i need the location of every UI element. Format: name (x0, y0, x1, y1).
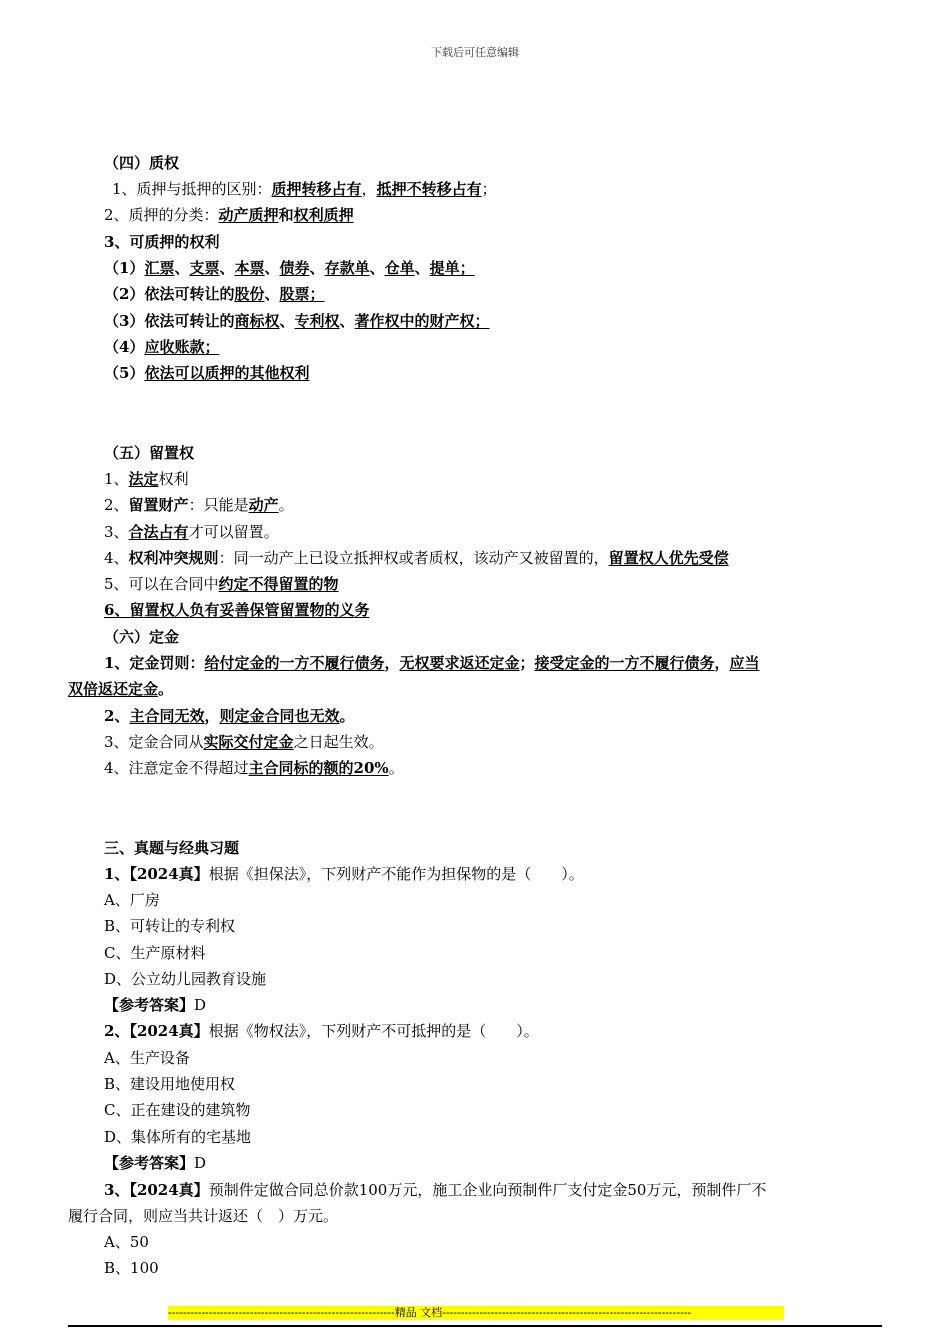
q1-option-c: C、生产原材料 (104, 944, 206, 962)
section-title-deposit: （六）定金 (104, 628, 180, 646)
text-run: 、 (339, 312, 355, 330)
text-run: D (194, 996, 207, 1014)
lien-line-5 (104, 574, 339, 594)
text-run: ； (519, 654, 535, 672)
lien-line-3 (104, 522, 279, 542)
text-run: 、 (414, 259, 430, 277)
text-run: 4、 (104, 549, 129, 567)
emph-run: 留置财产 (128, 496, 189, 514)
emph-run: 给付定金的一方不履行债务 (204, 654, 385, 672)
text-run: 、 (264, 285, 280, 303)
text-run: 、 (309, 259, 325, 277)
text-run: 【参考答案】 (104, 996, 195, 1014)
pledge-line-4 (104, 258, 475, 278)
emph-run: 约定不得留置的物 (218, 575, 339, 593)
section-title-exercises: 三、真题与经典习题 (104, 839, 240, 857)
text-run: ， (361, 180, 377, 198)
emph-run: 应当 (729, 654, 760, 672)
text-run: 3、定金合同从 (104, 733, 204, 751)
emph-run: 抵押不转移占有 (376, 180, 482, 198)
q3-option-b: B、100 (104, 1259, 159, 1277)
text-run: ， (204, 707, 220, 725)
text-run: 权利 (158, 470, 189, 488)
emph-run: 债券 (279, 259, 310, 277)
text-run: （2）依法可转让的 (104, 285, 235, 303)
question-1 (104, 864, 584, 884)
emph-run: 法定 (128, 470, 159, 488)
text-run: 5、可以在合同中 (104, 575, 219, 593)
text-run: （1） (104, 259, 145, 277)
emph-run: 【2024真】 (129, 1181, 209, 1199)
text-run: 【参考答案】 (104, 1154, 195, 1172)
q1-option-a: A、厂房 (104, 891, 160, 909)
pledge-line-6 (104, 311, 490, 331)
emph-run: 实际交付定金 (203, 733, 294, 751)
emph-run: 股票； (279, 285, 325, 303)
text-run: 。 (158, 680, 174, 698)
emph-run: 留置权人优先受偿 (608, 549, 729, 567)
pledge-line-1 (112, 179, 497, 199)
lien-line-6 (104, 600, 369, 620)
deposit-line-1-cont (68, 679, 173, 699)
text-run: 1、 (104, 865, 130, 883)
emph-run: 留置权人负有妥善保管留置物的义务 (129, 601, 370, 619)
text-run: 、 (174, 259, 190, 277)
emph-run: 主合同标的额的20% (248, 759, 389, 777)
text-run: 2、 (104, 1022, 130, 1040)
text-run: 、 (369, 259, 385, 277)
footer-banner: -------------------------------------------------------------精品 文档------------------------------------------------------------------- (168, 1306, 784, 1320)
text-run: D (194, 1154, 207, 1172)
text-run: 根据《担保法》，下列财产不能作为担保物的是（ ）。 (208, 865, 584, 883)
emph-run: 本票 (234, 259, 265, 277)
q2-option-d: D、集体所有的宅基地 (104, 1128, 252, 1146)
emph-run: 动产质押 (218, 206, 279, 224)
text-run: （5） (104, 364, 145, 382)
emph-run: 动产 (248, 496, 279, 514)
text-run: 1、 (104, 470, 129, 488)
text-run: 之日起生效。 (293, 733, 384, 751)
lien-line-1 (104, 469, 189, 489)
emph-run: 专利权 (294, 312, 340, 330)
text-run: 预制件定做合同总价款100万元，施工企业向预制件厂支付定金50万元，预制件厂不 (208, 1181, 767, 1199)
text-run: 。 (278, 496, 294, 514)
text-run: 、 (219, 259, 235, 277)
deposit-line-4 (104, 758, 404, 778)
footer-divider (68, 1325, 882, 1327)
q2-option-b: B、建设用地使用权 (104, 1075, 236, 1093)
q1-answer (104, 995, 206, 1015)
text-run: 才可以留置。 (188, 523, 279, 541)
text-run: ， (714, 654, 730, 672)
emph-run: 主合同无效 (129, 707, 205, 725)
text-run: ：只能是 (188, 496, 249, 514)
text-run: （3）依法可转让的 (104, 312, 235, 330)
lien-line-2 (104, 495, 294, 515)
emph-run: 股份 (234, 285, 265, 303)
page-header: 下载后可任意编辑 (431, 46, 519, 59)
text-run: ， (384, 654, 400, 672)
text-run: 、 (264, 259, 280, 277)
question-3-cont: 履行合同，则应当共计返还（ ）万元。 (68, 1207, 339, 1225)
emph-run: 著作权中的财产权； (354, 312, 490, 330)
text-run: 。 (339, 707, 355, 725)
emph-run: 应收账款； (144, 338, 220, 356)
section-title-lien: （五）留置权 (104, 444, 195, 462)
q1-option-d: D、公立幼儿园教育设施 (104, 970, 267, 988)
emph-run: 质押转移占有 (271, 180, 362, 198)
text-run: 2、 (104, 707, 130, 725)
pledge-line-5 (104, 284, 325, 304)
text-run: 1、质押与抵押的区别： (112, 180, 272, 198)
emph-run: 权利冲突规则 (128, 549, 219, 567)
emph-run: 存款单 (324, 259, 370, 277)
question-2 (104, 1021, 539, 1041)
text-run: 和 (278, 206, 294, 224)
q2-option-a: A、生产设备 (104, 1049, 190, 1067)
text-run: 4、注意定金不得超过 (104, 759, 249, 777)
text-run: （4） (104, 338, 145, 356)
lien-line-4 (104, 548, 729, 568)
emph-run: 商标权 (234, 312, 280, 330)
emph-run: 汇票 (144, 259, 175, 277)
emph-run: 权利质押 (293, 206, 354, 224)
pledge-line-2 (104, 205, 354, 225)
text-run: 3、 (104, 1181, 130, 1199)
text-run: 1、定金罚则： (104, 654, 205, 672)
emph-run: 提单； (429, 259, 475, 277)
text-run: 2、质押的分类： (104, 206, 219, 224)
emph-run: 依法可以质押的其他权利 (144, 364, 310, 382)
q3-option-a: A、50 (104, 1233, 149, 1251)
q1-option-b: B、可转让的专利权 (104, 917, 236, 935)
text-run: 2、 (104, 496, 129, 514)
emph-run: 【2024真】 (129, 1022, 209, 1040)
deposit-line-3 (104, 732, 384, 752)
emph-run: 无权要求返还定金 (399, 654, 520, 672)
emph-run: 双倍返还定金 (68, 680, 159, 698)
section-title-pledge: （四）质权 (104, 154, 180, 172)
pledge-line-3: 3、可质押的权利 (104, 233, 220, 251)
emph-run: 接受定金的一方不履行债务 (534, 654, 715, 672)
deposit-line-2 (104, 706, 355, 726)
pledge-line-7 (104, 337, 219, 357)
question-3 (104, 1180, 766, 1200)
emph-run: 合法占有 (128, 523, 189, 541)
emph-run: 仓单 (384, 259, 415, 277)
q2-option-c: C、正在建设的建筑物 (104, 1101, 251, 1119)
q2-answer (104, 1153, 206, 1173)
emph-run: 【2024真】 (129, 865, 209, 883)
text-run: ； (481, 180, 497, 198)
text-run: 、 (279, 312, 295, 330)
deposit-line-1 (104, 653, 760, 673)
text-run: 根据《物权法》，下列财产不可抵押的是（ ）。 (208, 1022, 539, 1040)
text-run: 6、 (104, 601, 130, 619)
pledge-line-8 (104, 363, 309, 383)
text-run: ：同一动产上已设立抵押权或者质权，该动产又被留置的， (218, 549, 609, 567)
text-run: 。 (388, 759, 404, 777)
emph-run: 支票 (189, 259, 220, 277)
text-run: 3、 (104, 523, 129, 541)
emph-run: 则定金合同也无效 (219, 707, 340, 725)
